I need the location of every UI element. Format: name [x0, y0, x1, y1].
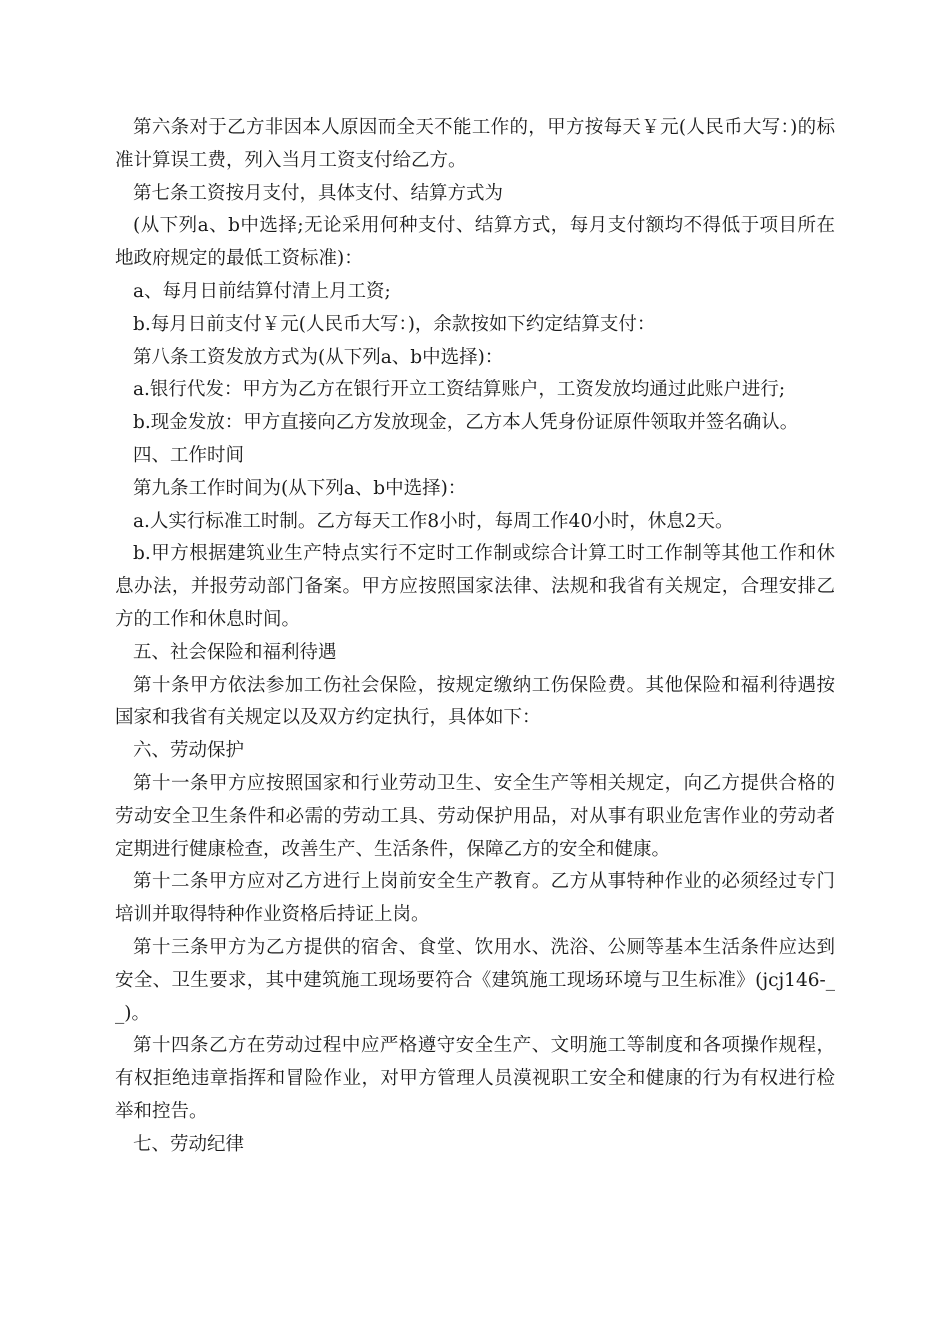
section-heading-labor-protection: 六、劳动保护 [133, 740, 245, 762]
paragraph-option-a-bank: a.银行代发：甲方为乙方在银行开立工资结算账户，工资发放均通过此账户进行; [133, 379, 786, 401]
section-heading-work-time: 四、工作时间 [133, 444, 245, 466]
paragraph-article-7: 第七条工资按月支付，具体支付、结算方式为 [133, 182, 504, 204]
section-heading-social-insurance: 五、社会保险和福利待遇 [133, 641, 337, 663]
paragraph-article-7-note: (从下列a、b中选择;无论采用何种支付、结算方式，每月支付额均不得低于项目所在地政府规定的最低工资标准)： [115, 215, 835, 270]
paragraph-option-b-flexible-hours: b.甲方根据建筑业生产特点实行不定时工作制或综合计算工时工作制等其他工作和休息办法，并报劳动部门备案。甲方应按照国家法律、法规和我省有关规定，合理安排乙方的工作和休息时间。 [115, 543, 835, 630]
paragraph-article-10: 第十条甲方依法参加工伤社会保险，按规定缴纳工伤保险费。其他保险和福利待遇按国家和我省有关规定以及双方约定执行，具体如下： [115, 674, 835, 729]
paragraph-option-b-advance: b.每月日前支付￥元(人民币大写：)，余款按如下约定结算支付： [133, 313, 656, 335]
paragraph-article-8: 第八条工资发放方式为(从下列a、b中选择)： [133, 346, 504, 368]
paragraph-article-12: 第十二条甲方应对乙方进行上岗前安全生产教育。乙方从事特种作业的必须经过专门培训并取得特种作业资格后持证上岗。 [115, 871, 835, 926]
document-body [115, 112, 835, 1162]
paragraph-article-6: 第六条对于乙方非因本人原因而全天不能工作的，甲方按每天￥元(人民币大写：)的标准计算误工费，列入当月工资支付给乙方。 [115, 117, 835, 171]
paragraph-article-14: 第十四条乙方在劳动过程中应严格遵守安全生产、文明施工等制度和各项操作规程，有权拒绝违章指挥和冒险作业，对甲方管理人员漠视职工安全和健康的行为有权进行检举和控告。 [115, 1035, 835, 1122]
paragraph-article-11: 第十一条甲方应按照国家和行业劳动卫生、安全生产等相关规定，向乙方提供合格的劳动安全卫生条件和必需的劳动工具、劳动保护用品，对从事有职业危害作业的劳动者定期进行健康检查，改善生产、生活条件，保障乙方的安全和健康。 [115, 772, 835, 860]
paragraph-article-9: 第九条工作时间为(从下列a、b中选择)： [133, 477, 467, 499]
paragraph-option-a-standard-hours: a.人实行标准工时制。乙方每天工作8小时，每周工作40小时，休息2天。 [133, 510, 734, 532]
paragraph-option-a-settlement: a、每月日前结算付清上月工资; [133, 280, 391, 302]
paragraph-option-b-cash: b.现金发放：甲方直接向乙方发放现金，乙方本人凭身份证原件领取并签名确认。 [133, 412, 799, 434]
paragraph-article-13: 第十三条甲方为乙方提供的宿舍、食堂、饮用水、洗浴、公厕等基本生活条件应达到安全、卫生要求，其中建筑施工现场要符合《建筑施工现场环境与卫生标准》(jcj146-__)。 [115, 936, 835, 1024]
section-heading-labor-discipline: 七、劳动纪律 [133, 1133, 245, 1155]
